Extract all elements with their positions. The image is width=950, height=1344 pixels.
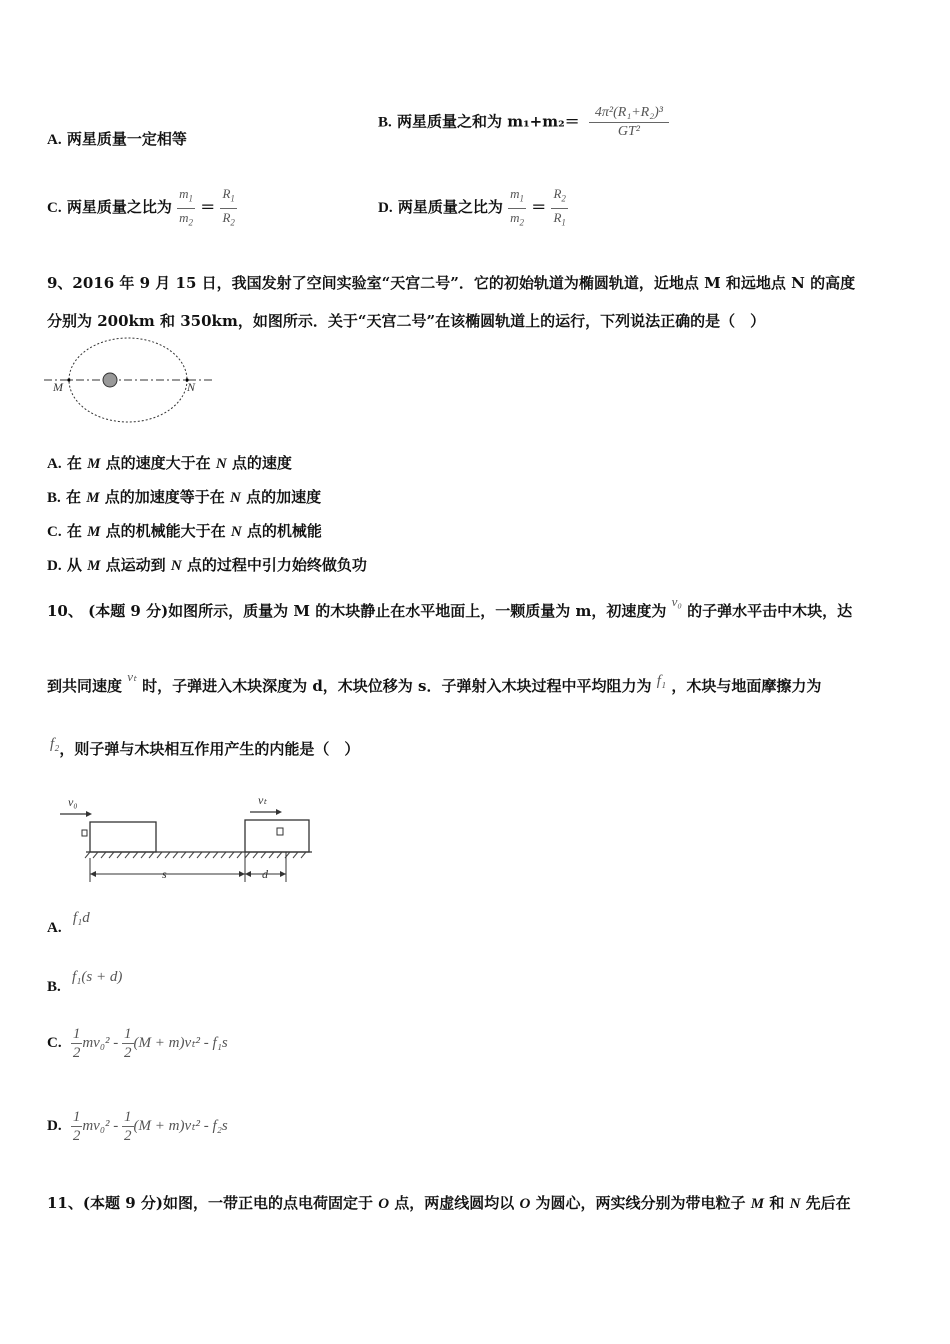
mass-ratio-fraction: $\frac{m_1}{m_2}$	[179, 186, 193, 228]
block-initial	[90, 822, 156, 852]
q9-option-b[interactable]: B. 在 M 点的加速度等于在 N 点的加速度	[47, 488, 322, 506]
q8-option-b[interactable]	[378, 104, 669, 141]
orbit-diagram	[44, 335, 224, 427]
option-text: 两星质量之比为	[397, 198, 503, 217]
option-expression: $\frac{1}{2}$ mv₀² - $\frac{1}{2}$ (M + m)vₜ² - f₁s	[72, 1026, 228, 1061]
q8-option-c[interactable]	[47, 185, 237, 231]
q9-stem-line1: 9、2016 年 9 月 15 日，我国发射了空间实验室“天宫二号”．它的初始轨道为椭圆轨道，近地点 M 和远地点 N 的高度	[47, 274, 856, 292]
option-label: C.	[47, 200, 62, 217]
q10-option-d[interactable]: D. $\frac{1}{2}$ mv₀² - $\frac{1}{2}$ (M + m)vₜ² - f₂s	[47, 1109, 228, 1144]
q10-option-a[interactable]: A. f₁d	[47, 910, 90, 936]
earth-circle	[103, 373, 117, 387]
q9-option-a[interactable]: A. 在 M 点的速度大于在 N 点的速度	[47, 454, 292, 472]
v0-label: v₀	[68, 795, 78, 809]
equals-sign: ＝	[531, 198, 547, 217]
option-label: B.	[378, 114, 392, 131]
ground-hatching	[85, 852, 306, 858]
option-text: 两星质量之和为 m₁+m₂＝	[397, 112, 580, 131]
vt-arrow-head	[276, 809, 282, 815]
symbol-f2: f₂	[50, 736, 60, 752]
option-label: D.	[378, 200, 393, 217]
label-m: M	[53, 380, 63, 394]
q8-option-a[interactable]	[47, 128, 187, 149]
option-expression: f₁(s + d)	[72, 969, 123, 985]
d-label: d	[262, 867, 268, 881]
perigee-dot	[67, 378, 70, 381]
d-arrow-left	[245, 871, 251, 877]
option-label: A.	[47, 132, 62, 148]
q11-stem-line1: 11、(本题 9 分)如图，一带正电的点电荷固定于 O 点，两虚线圆均以 O 为圆心，两实线分别为带电粒子 M 和 N 先后在	[47, 1194, 851, 1212]
symbol-vt: vₜ	[127, 669, 137, 684]
s-arrow-right	[239, 871, 245, 877]
bullet-embedded	[277, 828, 283, 835]
sum-mass-fraction	[589, 104, 669, 141]
s-arrow-left	[90, 871, 96, 877]
q10-option-c[interactable]: C. $\frac{1}{2}$ mv₀² - $\frac{1}{2}$ (M + m)vₜ² - f₁s	[47, 1026, 228, 1061]
q10-stem-line1: 10、 (本题 9 分)如图所示，质量为 M 的木块静止在水平地面上，一颗质量为 m，初速度为 v₀ 的子弹水平击中木块，达	[47, 594, 853, 620]
q10-option-b[interactable]: B. f₁(s + d)	[47, 969, 123, 995]
label-n: N	[187, 380, 196, 394]
q8-option-d[interactable]	[378, 185, 568, 231]
option-text: 两星质量一定相等	[66, 130, 187, 148]
s-label: s	[162, 867, 167, 881]
option-expression: f₁d	[72, 910, 90, 926]
radius-ratio-fraction: $\frac{R_1}{R_2}$	[222, 186, 235, 228]
q9-option-c[interactable]: C. 在 M 点的机械能大于在 N 点的机械能	[47, 522, 322, 540]
block-bullet-diagram	[54, 790, 319, 890]
option-text: 两星质量之比为	[66, 198, 172, 217]
mass-ratio-fraction: $\frac{m_1}{m_2}$	[510, 186, 524, 228]
v0-arrow-head	[86, 811, 92, 817]
block-final	[245, 820, 309, 852]
symbol-f1: f₁	[656, 673, 667, 689]
option-expression: $\frac{1}{2}$ mv₀² - $\frac{1}{2}$ (M + m)vₜ² - f₂s	[72, 1109, 228, 1144]
fraction-numerator: 4π²(R₁+R₂)³	[589, 104, 669, 123]
vt-label: vₜ	[258, 793, 267, 807]
q9-stem-line2: 分别为 200km 和 350km，如图所示．关于“天宫二号”在该椭圆轨道上的运行，下列说法正确的是（ ）	[47, 312, 766, 330]
q10-stem-line2: 到共同速度 vₜ 时，子弹进入木块深度为 d，木块位移为 s．子弹射入木块过程中平均阻力为 f₁ ，木块与地面摩擦力为	[47, 669, 822, 695]
q9-option-d[interactable]: D. 从 M 点运动到 N 点的过程中引力始终做负功	[47, 556, 367, 574]
bullet	[82, 830, 87, 836]
symbol-v0: v₀	[671, 594, 682, 609]
q10-stem-line3: f₂，则子弹与木块相互作用产生的内能是（ ）	[50, 736, 360, 758]
equals-sign: ＝	[200, 198, 216, 217]
fraction-denominator: GT²	[617, 124, 640, 139]
radius-ratio-fraction: $\frac{R_2}{R_1}$	[553, 186, 566, 228]
d-arrow-right	[280, 871, 286, 877]
